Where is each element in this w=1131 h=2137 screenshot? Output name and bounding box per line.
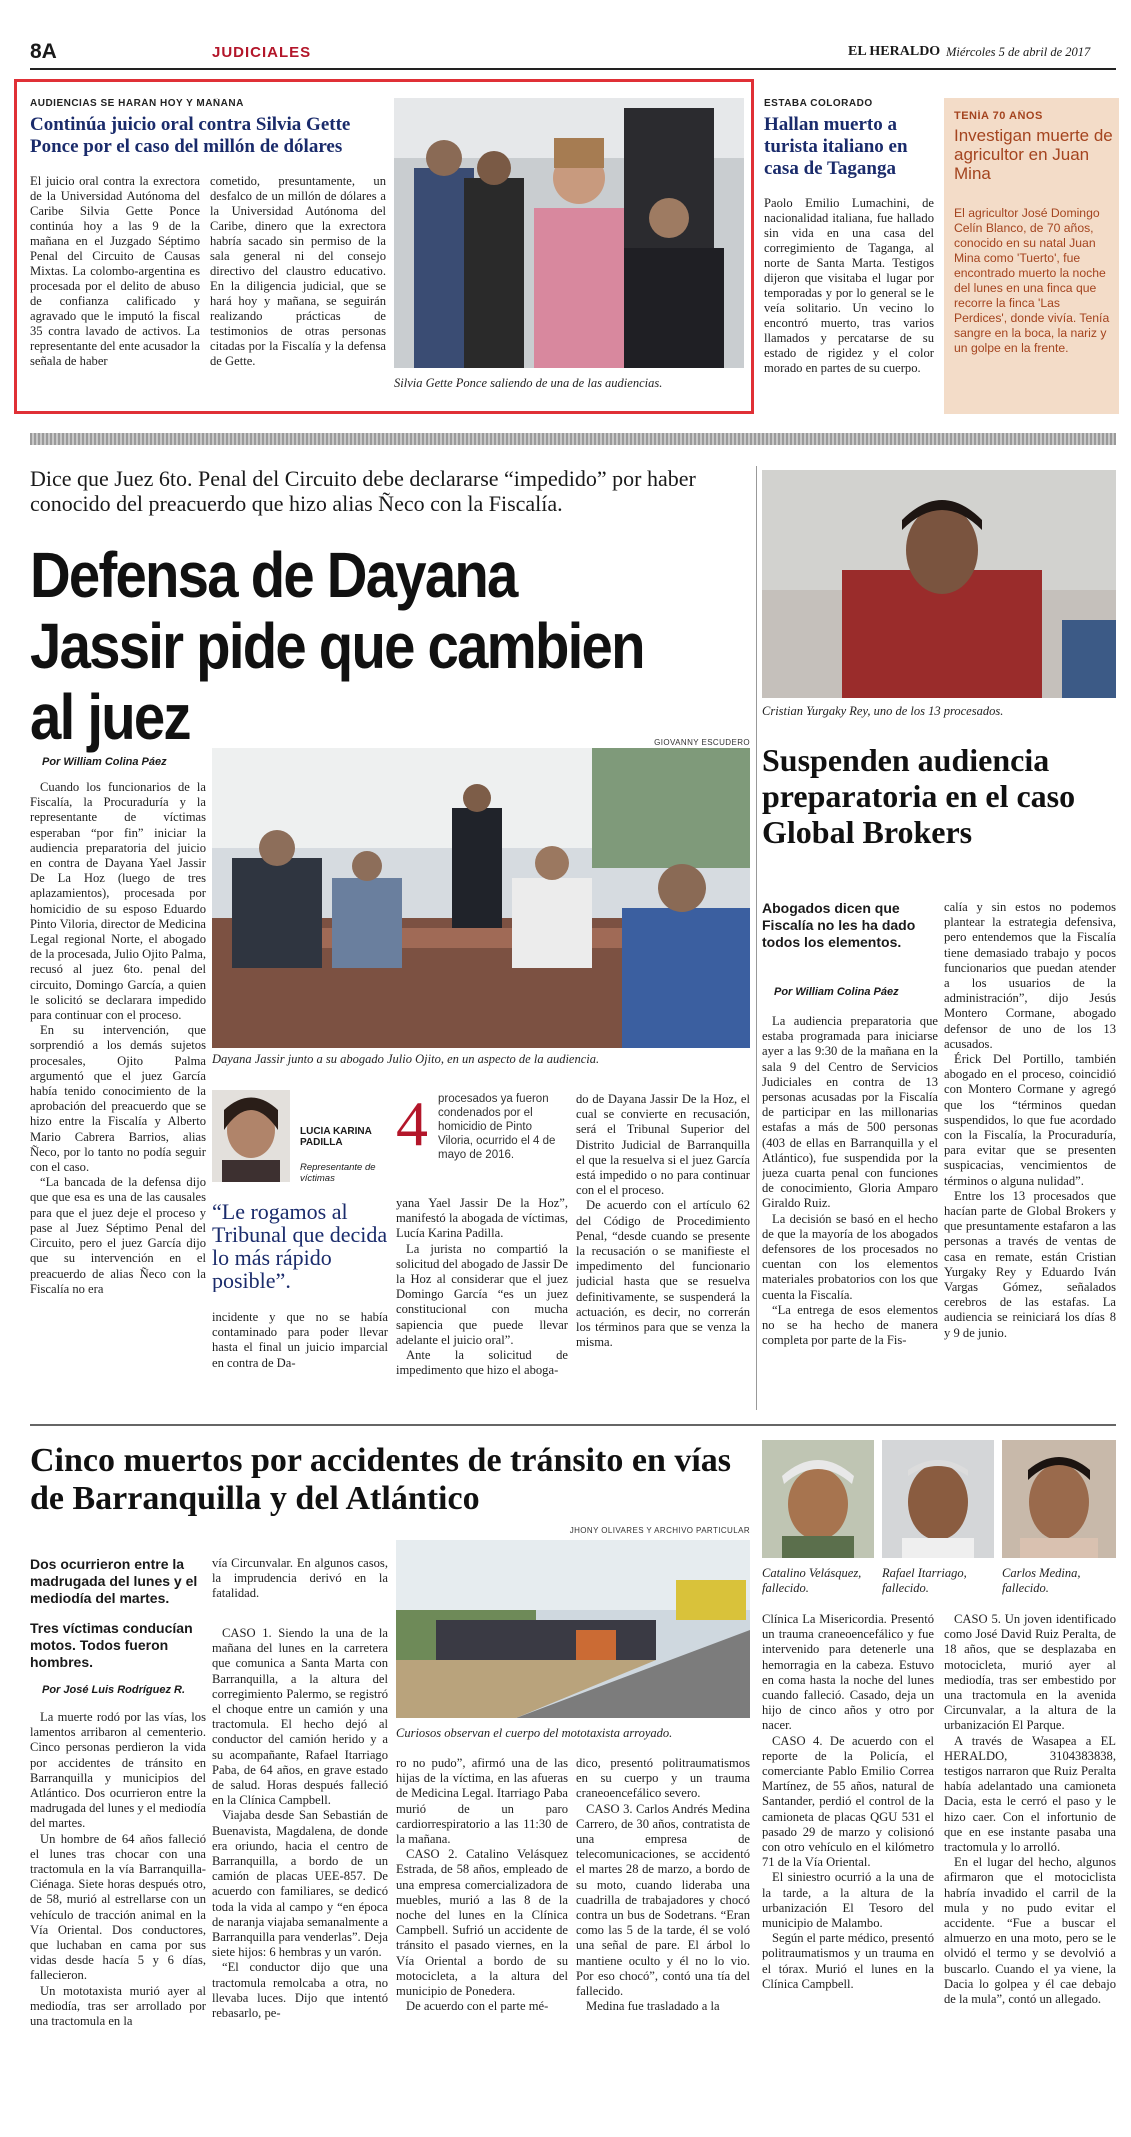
story4-col4 — [576, 1092, 750, 1406]
story6-col2-p2: Viajaba desde San Sebastián de Buenavista, Magdalena, de donde era oriundo, hacia el centro de Barranquilla, a bordo de un camión de placas UEE-857. De acuerdo con familiares, se dedicó toda la vida al campo y “en época de naranja viajaba semanalmente a Barranquilla para venderlas”. Deja siete hijos: 6 hembras y un varón. — [212, 1808, 388, 1960]
story5-photo — [762, 470, 1116, 698]
issue-date: Miércoles 5 de abril de 2017 — [946, 45, 1091, 59]
story6-photo-caption: Curiosos observan el cuerpo del mototaxista arroyado. — [396, 1726, 673, 1740]
story6-headline: Cinco muertos por accidentes de tránsito en vías de Barranquilla y del Atlántico — [30, 1442, 732, 1517]
story6-col5 — [762, 1612, 934, 2120]
victim-photo-2 — [882, 1440, 994, 1558]
column-rule — [756, 466, 757, 1410]
story5-col1-p1: La audiencia preparatoria que estaba programada para iniciarse ayer a las 9:30 de la mañana en la sala 9 del Centro de Servicios Judiciales en contra de 13 personas acusadas por la Fiscalía de participar en las millonarias estafas a más de 500 personas (403 de ellas en Barranquilla y el Atlántico), fue suspendida por la jueza cuarta penal con funciones de conocimiento, Gloria Amparo Giraldo Ruiz. — [762, 1014, 938, 1211]
story6-col1-p3: Un mototaxista murió ayer al mediodía, tras ser arrollado por una tractomula en la — [30, 1983, 206, 2029]
story1-kicker: AUDIENCIAS SE HARÁN HOY Y MAÑANA — [30, 98, 244, 109]
story6-col4 — [576, 1756, 750, 2120]
story6-deck2: Tres víctimas conducían motos. Todos fueron hombres. — [30, 1620, 193, 1670]
story6-col5-p1: Clínica La Misericordia. Presentó un trauma craneoencefálico y fue intervenido para detenerle una hemorragia en la cabeza. Estuvo en coma hasta la noche del lunes cuando falleció. Casado, deja un hijo de cinco años y otro por nacer. — [762, 1612, 934, 1733]
story3-kicker: TENÍA 70 AÑOS — [954, 110, 1043, 122]
story6-col3-p1: ro no pudo”, afirmó una de las hijas de la víctima, en las afueras de Medicina Legal. Itarriago Paba murió de un paro cardiorrespiratorio a las 11:30 de la mañana. — [396, 1756, 568, 1847]
story1-photo — [394, 98, 744, 368]
story5-headline: Suspenden audiencia preparatoria en el caso Global Brokers — [762, 742, 1076, 850]
masthead-name: EL HERALDO — [848, 44, 941, 59]
story6-col1-p2: Un hombre de 64 años falleció el lunes tras chocar con una tractomula en la vía Barranquilla-Ciénaga. Siete horas después otro, de 58, murió al estrellarse con un vehículo de tracción animal en la Vía Oriental. Dos conductores, que luchaban en cama por sus vidas desde hacía 5 y 6 días, fallecieron. — [30, 1831, 206, 1983]
story6-col6-p2: A través de Wasapea a EL HERALDO, 3104383838, testigos narraron que Ruiz Peralta había adelantado una camioneta Dacia, esta le cerró el paso y le hizo caer. Con el infortunio de que en ese instante pasaba una tractomula y lo arrolló. — [944, 1733, 1116, 1855]
story6-col3-p3: De acuerdo con el parte mé- — [406, 1999, 549, 2014]
story4-col4-p2: De acuerdo con el artículo 62 del Código de Procedimiento Penal, “desde cuando se presente la recusación o se manifieste el impedimento del funcionario judicial hasta que se resuelva definitivamente, se suspenderá la actuación, es decir, no correrán los términos para que se venza la misma. — [576, 1198, 750, 1350]
story6-col3 — [396, 1756, 568, 2120]
victim-caption-1: Catalino Velásquez, fallecido. — [762, 1566, 862, 1595]
story3-headline: Investigan muerte de agricultor en Juan Mina — [954, 126, 1113, 183]
story5-col1-p3: “La entrega de esos elementos no se ha hecho de manera completa por parte de la Fis- — [762, 1302, 938, 1348]
story5-byline: Por William Colina Páez — [774, 986, 899, 998]
story4-deck: Dice que Juez 6to. Penal del Circuito debe declararse “impedido” por haber conocido del preacuerdo que hizo alias Ñeco con la Fiscalía. — [30, 466, 696, 516]
story6-col2 — [212, 1626, 388, 2120]
story4-col1-p3: “La bancada de la defensa dijo que que esa es una de las causales para que el juez deje el proceso y pase al Juez Séptimo Penal del Circuito, pero el juez García dijo que su intervención en el preacuerdo de alias Ñeco con la Fiscalía no era — [30, 1175, 206, 1296]
story4-col3-p3: Ante la solicitud de impedimento que hizo el aboga- — [396, 1348, 568, 1378]
story6-col5-p4: Según el parte médico, presentó politraumatismos y un trauma en el tórax. Murió el lunes en la Clínica Campbell. — [762, 1931, 934, 1991]
story5-col1-p2: La decisión se basó en el hecho de que la mayoría de los abogados defensores de los procesados no cuentan con los elementos materiales probatorios con los que cuenta la Fiscalía. — [762, 1211, 938, 1302]
story6-col1-p1: La muerte rodó por las vías, los lamentos arribaron al cementerio. Cinco personas perdieron la vida por accidentes de tránsito en Barranquilla y municipios del Atlántico. Dos ocurrieron entre la madrugada del lunes y el mediodía del martes. — [30, 1710, 206, 1831]
story1-caption: Silvia Gette Ponce saliendo de una de las audiencias. — [394, 376, 663, 390]
page-header — [0, 38, 1131, 68]
victim-caption-2: Rafael Itarriago, fallecido. — [882, 1566, 967, 1595]
story6-byline: Por José Luis Rodríguez R. — [42, 1684, 186, 1696]
story5-col2-p3: Entre los 13 procesados que hacían parte de Global Brokers y que presuntamente estafaron a las personas a través de ventas de casa en remate, están Cristian Yurgaky Rey y Eduardo Iván Vargas Gómez, señalados cerebros de las estafas. La audiencia se reiniciará los días 8 y 9 de junio. — [944, 1188, 1116, 1340]
story6-col1 — [30, 1710, 206, 2120]
story6-col4-p3: Medina fue trasladado a la — [586, 1999, 720, 2014]
story5-col2-p1: calía y sin estos no podemos plantear la estrategia defensiva, pero entendemos que la Fiscalía tiene demasiado trabajo y pocos funcionarios que puedan atender a los usuarios de la administración”, dijo Jesús Montero Cormane, abogado defensor de uno de los 13 acusados. — [944, 900, 1116, 1051]
story4-headline: Defensa de Dayana Jassir pide que cambien al juez — [30, 540, 644, 753]
story6-credit: JHONY OLIVARES Y ARCHIVO PARTICULAR — [569, 1526, 750, 1535]
stat-number: 4 — [396, 1092, 428, 1156]
story4-col3-p1: yana Yael Jassir De la Hoz”, manifestó la abogada de víctimas, Lucía Karina Padilla. — [396, 1196, 568, 1241]
victim-photo-3 — [1002, 1440, 1116, 1558]
stat-text: procesados ya fueron condenados por el homicidio de Pinto Viloria, ocurrido el 4 de mayo de 2016. — [438, 1093, 556, 1161]
pull-quote: “Le rogamos al Tribunal que decida lo más rápido posible”. — [212, 1200, 388, 1292]
story6-deck1: Dos ocurrieron entre la madrugada del lunes y el mediodía del martes. — [30, 1556, 198, 1606]
story5-col2-p2: Érick Del Portillo, también abogado en el proceso, coincidió con Montero Cormane y agregó que los “términos quedan suspendidos, lo que fue acordado con la Fiscalía, la Procuraduría, para evitar que se presenten suspicacias, vencimientos de términos o alguna nulidad”. — [944, 1052, 1116, 1188]
story4-credit: GIOVANNY ESCUDERO — [654, 738, 750, 747]
victim-caption-3: Carlos Medina, fallecido. — [1002, 1566, 1081, 1595]
story4-col3 — [396, 1196, 568, 1406]
story1-col2: cometido, presuntamente, un desfalco de un millón de dólares a la Universidad Autónoma del Caribe, dinero que la exrectora habría sacado sin permiso de la sala general ni del consejo directivo del claustro educativo. En la diligencia judicial, que se hará hoy y mañana, se seguirán realizando prácticas de testimonios de otras personas citadas por la Fiscalía y la defensa de Gette. — [210, 174, 386, 368]
story4-col1-p2: En su intervención, que sorprendió a los demás sujetos procesales, Ojito Palma argumentó que el juez García había tenido conocimiento de la aprobación del preacuerdo que se hizo entre la Fiscalía y Alberto Mario Cabrera Barrios, alias Ñeco, por lo tanto no podía seguir con el caso. — [30, 1023, 206, 1175]
story6-col2-p1: CASO 1. Siendo la una de la mañana del lunes en la carretera que comunica a Santa Marta con Barranquilla, a la altura del corregimiento Palermo, se registró el choque entre un camión y una tractomula. El hecho dejó al conductor del camión herido y a su acompañante, Rafael Itarriago Paba, de 64 años, en grave estado de salud. Horas después falleció en la Clínica Campbell. — [212, 1626, 388, 1808]
story4-col3-p2: La jurista no compartió la solicitud del abogado de Jassir De la Hoz al considerar que el juez Domingo García “es un juez constitucional con mucha sapiencia que puede llevar adelante el juicio oral”. — [396, 1241, 568, 1347]
story6-col4-p1: dico, presentó politraumatismos en su cuerpo y un trauma craneoencefálico severo. — [576, 1756, 750, 1801]
story6-col6 — [944, 1612, 1116, 2120]
story6-photo — [396, 1540, 750, 1718]
story4-photo — [212, 748, 750, 1048]
story4-photo-caption: Dayana Jassir junto a su abogado Julio Ojito, en un aspecto de la audiencia. — [212, 1052, 600, 1066]
profile-name: LUCÍA KARINA PADILLA — [300, 1126, 372, 1148]
section-divider — [30, 433, 1116, 445]
header-rule — [30, 68, 1116, 70]
profile-photo — [212, 1090, 290, 1182]
story3-body: El agricultor José Domingo Celín Blanco, de 70 años, conocido en su natal Juan Mina como 'Tuerto', fue encontrado muerto la noche del lunes en una finca que recorre la finca 'Las Perdices', donde vivía. Tenía sangre en la boca, la nariz y un golpe en la frente. — [954, 206, 1110, 355]
section-name: JUDICIALES — [212, 44, 312, 61]
story2-kicker: ESTABA COLORADO — [764, 98, 873, 109]
story6-col3-p2: CASO 2. Catalino Velásquez Estrada, de 58 años, empleado de una empresa comercializadora de muebles, murió a las 8 de la noche del lunes en la Clínica Campbell. Sufrió un accidente de tránsito el pasado viernes, en la Vía Oriental a bordo de su motocicleta, a la altura del municipio de Ponedera. — [396, 1847, 568, 1999]
story5-col1 — [762, 1014, 938, 1406]
victim-photo-1 — [762, 1440, 874, 1558]
story6-col6-p3: En el lugar del hecho, algunos afirmaron que el motociclista habría invadido el carril de la mula y no pudo evitar el accidente. “Fue a buscar el almuerzo en una moto, pero se le olvidó el termo y se devolvió a buscarlo. Cuando el ya viene, la Dacia lo golpea y él cae debajo de la mula”, contó un allegado. — [944, 1855, 1116, 2007]
story4-col4-p1: do de Dayana Jassir De la Hoz, el cual se convierte en recusación, será el Tribunal Superior del Distrito Judicial de Barranquilla el que la resuelva si el juez García está impedido o no para continuar con el el proceso. — [576, 1092, 750, 1198]
profile-role: Representante de víctimas — [300, 1162, 376, 1184]
story6-col6-p1: CASO 5. Un joven identificado como José David Ruiz Peralta, de 18 años, que se desplazaba en motocicleta, murió ayer al mediodía, tras ser embestido por una tractomula en la avenida Circunvalar, a la altura de la urbanización El Parque. — [944, 1612, 1116, 1733]
story6-col4-p2: CASO 3. Carlos Andrés Medina Carrero, de 30 años, contratista de una empresa de telecomunicaciones, se accidentó el martes 28 de marzo, a bordo de su moto, cuando lideraba una cuadrilla de trabajadores y chocó contra un bus de Sodetrans. “Eran como las 5 de la tarde, él se voló una señal de pare. El árbol lo mantiene oculto y él no lo vio. Por eso chocó”, contó una tía del fallecido. — [576, 1801, 750, 1999]
story5-col2 — [944, 900, 1116, 1406]
story6-col2a: vía Circunvalar. En algunos casos, la imprudencia derivó en la fatalidad. — [212, 1556, 388, 1601]
story4-col1-p1: Cuando los funcionarios de la Fiscalía, la Procuraduría y la representante de víctimas esperaban “por fin” iniciar la audiencia preparatoria del juicio en contra de Dayana Yael Jassir De La Hoz (luego de tres aplazamientos), procesada por homicidio de su esposo Eduardo Pinto Viloria, director de Medicina Legal regional Norte, el abogado de la procesada, Julio Ojito Palma, recusó al juez 6to. penal del circuito, Domingo García, a quien le solicitó se declarara impedido para continuar con el proceso. — [30, 780, 206, 1023]
story6-col5-p2: CASO 4. De acuerdo con el reporte de la Policía, el comerciante Pablo Emilio Correa Martínez, de 55 años, natural de Santander, perdió el control de la camioneta de placas QGU 531 el pasado 29 de marzo y colisionó con otro vehículo en el kilómetro 71 de la Vía Oriental. — [762, 1733, 934, 1870]
story6-col5-p3: El siniestro ocurrió a la una de la tarde, a la altura de la urbanización El Tesoro del municipio de Malambo. — [762, 1870, 934, 1931]
story2-headline: Hallan muerto a turista italiano en casa de Taganga — [764, 114, 908, 179]
story2-body: Paolo Emilio Lumachini, de nacionalidad italiana, fue hallado sin vida en una casa del corregimiento de Taganga, al norte de Santa Marta. Testigos dijeron que visitaba el lugar por temporadas y por lo general se le veía solitario. Un vecino lo encontró muerto, tras varios llamados y percatarse de su estado de rigidez y el color morado en partes de su cuerpo. — [764, 196, 934, 375]
story4-byline: Por William Colina Páez — [42, 756, 167, 768]
page-number: 8A — [30, 40, 57, 63]
story4-col2b: incidente y que no se había contaminado para poder llevar hasta el final un juicio imparcial en contra de Da- — [212, 1310, 388, 1370]
story6-col2-p3: “El conductor dijo que una tractomula remolcaba a otra, no llevaba luces. Dijo que intentó rebasarlo, pe- — [212, 1960, 388, 2021]
story1-headline: Continúa juicio oral contra Silvia Gette Ponce por el caso del millón de dólares — [30, 114, 351, 157]
section-rule — [30, 1424, 1116, 1426]
story5-photo-caption: Cristian Yurgaky Rey, uno de los 13 procesados. — [762, 704, 1004, 718]
story5-deck: Abogados dicen que Fiscalía no les ha dado todos los elementos. — [762, 900, 916, 950]
story4-col1 — [30, 780, 206, 1400]
story1-col1: El juicio oral contra la exrectora de la Universidad Autónoma del Caribe Silvia Gette Ponce continúa hoy a las 9 de la mañana en el Juzgado Séptimo Penal del Circuito de Causas Mixtas. La colombo-argentina es procesada por el delito de abuso de confianza calificado y agravado que le imputó la fiscal 35 contra lavado de activos. La representante del ente acusador la señala de haber — [30, 174, 200, 368]
